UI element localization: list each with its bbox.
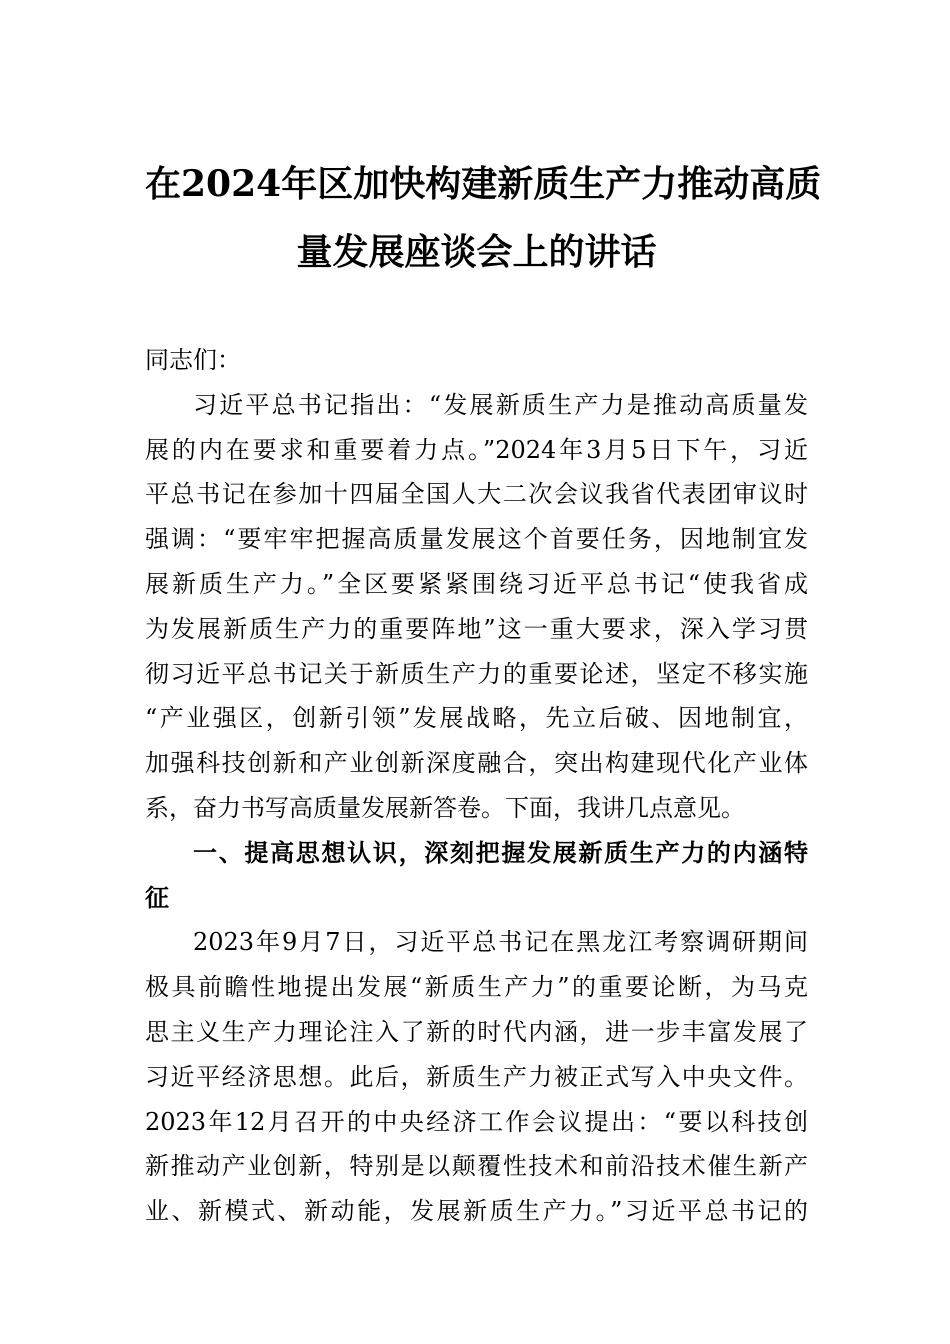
paragraph-line: 彻习近平总书记关于新质生产力的重要论述，坚定不移实施: [145, 659, 808, 688]
paragraph-line: 为发展新质生产力的重要阵地”这一重大要求，深入学习贯: [145, 614, 808, 643]
paragraph-1: [145, 383, 808, 831]
paragraph-line: 系，奋力书写高质量发展新答卷。下面，我讲几点意见。: [145, 793, 745, 822]
paragraph-2: [145, 920, 808, 1234]
title-line-1: 在2024年区加快构建新质生产力推动高质: [145, 163, 822, 205]
heading-line: 一、提高思想认识，深刻把握发展新质生产力的内涵特: [193, 838, 808, 867]
heading-line: 征: [145, 883, 169, 912]
document-page: [145, 150, 822, 1234]
paragraph-line: 思主义生产力理论注入了新的时代内涵，进一步丰富发展了: [145, 1017, 808, 1046]
paragraph-line: 强调：“要牢牢把握高质量发展这个首要任务，因地制宜发: [145, 525, 808, 554]
paragraph-line: 平总书记在参加十四届全国人大二次会议我省代表团审议时: [145, 480, 808, 509]
paragraph-line: “产业强区，创新引领”发展战略，先立后破、因地制宜，: [145, 704, 808, 733]
document-title: [145, 150, 822, 286]
paragraph-line: 展的内在要求和重要着力点。”2024年3月5日下午，习近: [145, 435, 808, 464]
paragraph-line: 2023年9月7日，习近平总书记在黑龙江考察调研期间: [193, 928, 808, 957]
section-heading-1: [145, 831, 808, 921]
paragraph-line: 习近平总书记指出：“发展新质生产力是推动高质量发: [193, 390, 808, 419]
paragraph-line: 展新质生产力。”全区要紧紧围绕习近平总书记“使我省成: [145, 569, 808, 598]
paragraph-line: 习近平经济思想。此后，新质生产力被正式写入中央文件。: [145, 1062, 808, 1091]
paragraph-line: 2023年12月召开的中央经济工作会议提出：“要以科技创: [145, 1107, 808, 1136]
title-line-2: 量发展座谈会上的讲话: [296, 231, 657, 273]
paragraph-line: 业、新模式、新动能，发展新质生产力。”习近平总书记的: [145, 1197, 808, 1226]
paragraph-line: 极具前瞻性地提出发展“新质生产力”的重要论断，为马克: [145, 973, 808, 1002]
paragraph-line: 加强科技创新和产业创新深度融合，突出构建现代化产业体: [145, 749, 808, 778]
paragraph-line: 新推动产业创新，特别是以颠覆性技术和前沿技术催生新产: [145, 1152, 808, 1181]
salutation: 同志们：: [145, 346, 241, 374]
